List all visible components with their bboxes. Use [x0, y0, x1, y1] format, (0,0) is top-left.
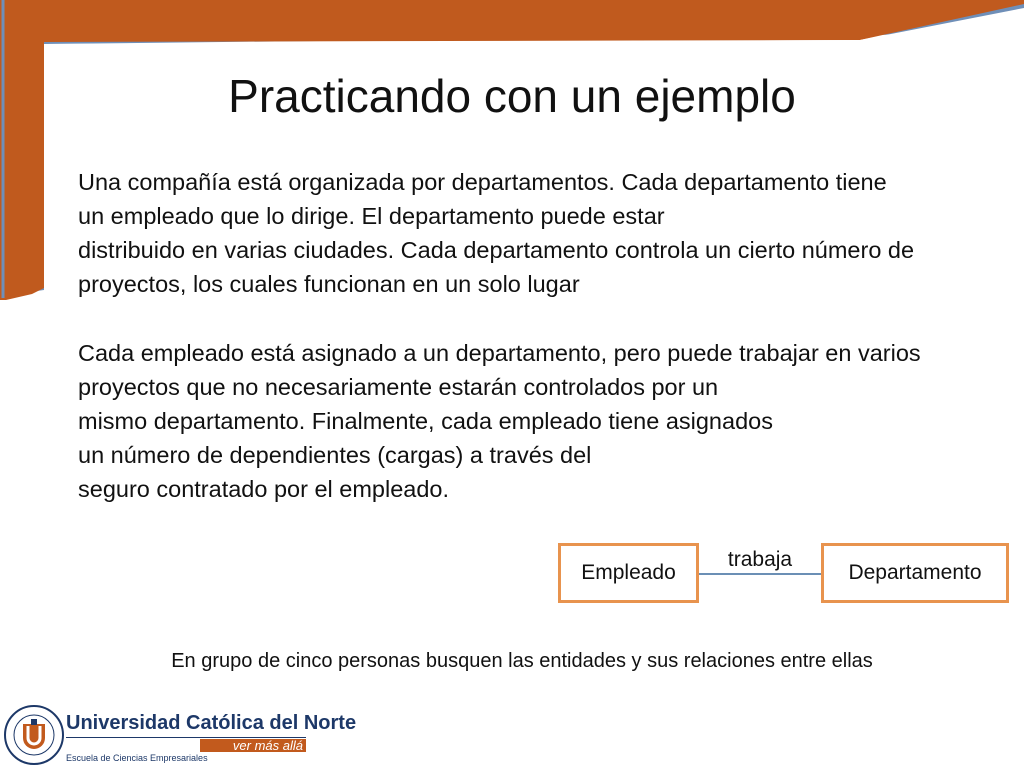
paragraph-line: proyectos que no necesariamente estarán controlados por un: [78, 374, 719, 400]
paragraph-line: un número de dependientes (cargas) a través del: [78, 442, 592, 468]
paragraph-line: un empleado que lo dirige. El departamento puede estar: [78, 203, 665, 229]
paragraph-company: [78, 165, 1018, 301]
paragraph-line: Una compañía está organizada por departamentos. Cada departamento tiene: [78, 169, 887, 195]
relationship-line: [699, 573, 821, 575]
entity-label: Empleado: [581, 561, 676, 584]
paragraph-line: distribuido en varias ciudades. Cada departamento controla un cierto número de: [78, 237, 915, 263]
paragraph-line: seguro contratado por el empleado.: [78, 476, 450, 502]
paragraph-employee: [78, 336, 1018, 506]
paragraph-line: mismo departamento. Finalmente, cada empleado tiene asignados: [78, 408, 773, 434]
entity-box-empleado: [558, 543, 699, 603]
entity-label: Departamento: [848, 561, 982, 584]
paragraph-line: Cada empleado está asignado a un departamento, pero puede trabajar en varios: [78, 340, 921, 366]
school-name: Escuela de Ciencias Empresariales: [66, 753, 208, 763]
paragraph-line: proyectos, los cuales funcionan en un solo lugar: [78, 271, 580, 297]
university-seal-icon: [4, 704, 64, 766]
logo-tagline: ver más allá: [200, 739, 306, 752]
entity-box-departamento: [821, 543, 1009, 603]
slide-title: Practicando con un ejemplo: [228, 70, 796, 122]
instruction-text: En grupo de cinco personas busquen las entidades y sus relaciones entre ellas: [171, 650, 873, 672]
relationship-label: trabaja: [727, 548, 793, 571]
university-name: Universidad Católica del Norte: [66, 712, 357, 734]
